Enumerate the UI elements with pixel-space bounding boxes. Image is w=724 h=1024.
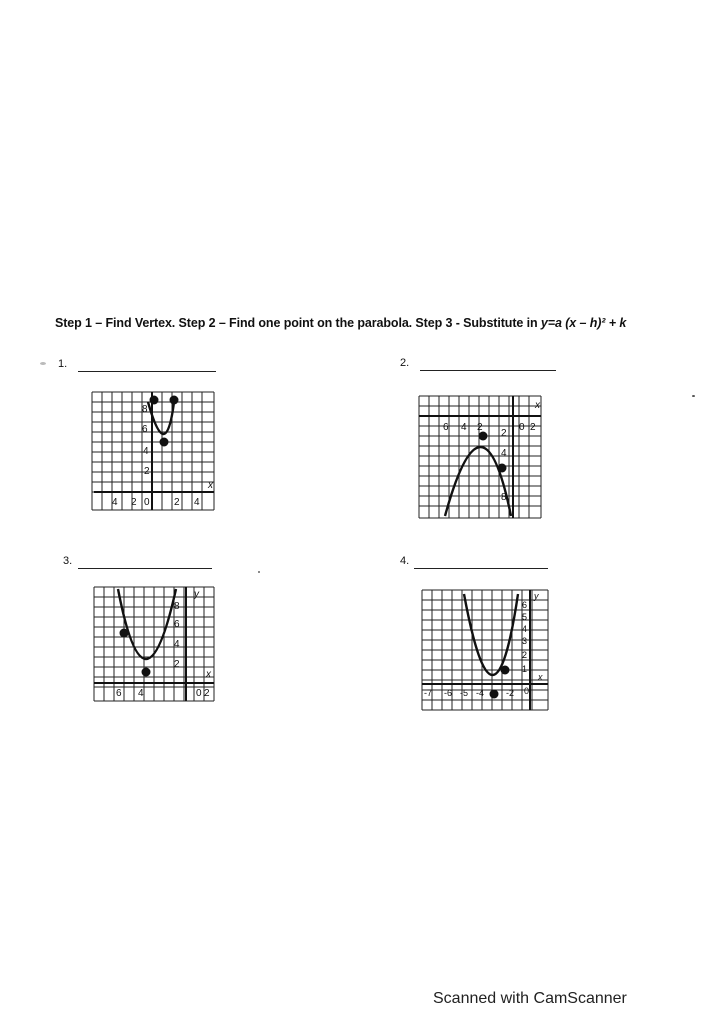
problem-2-parabola-graph — [415, 392, 547, 522]
y-axis-label: y — [194, 589, 199, 600]
tick-label: 1 — [522, 664, 528, 674]
tick-label: 2 — [174, 659, 180, 670]
tick-label: 2 — [501, 428, 507, 439]
tick-label: 4 — [501, 448, 507, 459]
tick-label: 8 — [501, 492, 507, 503]
tick-label: 6 — [142, 424, 148, 435]
tick-label: 4 — [143, 446, 149, 457]
tick-label: 8 — [142, 404, 148, 415]
problem-3-graph — [90, 583, 220, 705]
tick-label: 6 — [174, 619, 180, 630]
tick-label: 2 — [131, 497, 137, 508]
problem-1-number: 1. — [58, 358, 68, 370]
tick-label: -5 — [460, 688, 469, 698]
tick-label: 2 — [174, 497, 180, 508]
tick-label: 4 — [194, 497, 200, 508]
tick-label: 3 — [522, 636, 528, 646]
problem-3-parabola-graph — [90, 583, 220, 705]
tick-label: 2 — [477, 422, 483, 433]
tick-label: 6 — [116, 688, 122, 699]
x-axis-label: x — [208, 480, 213, 491]
y-axis-label: y — [534, 591, 539, 601]
scan-speck — [692, 395, 695, 397]
tick-label: 2 — [530, 422, 536, 433]
problem-2-graph — [415, 392, 547, 522]
camscanner-watermark: Scanned with CamScanner — [433, 990, 627, 1007]
tick-label: -4 — [476, 688, 485, 698]
tick-label: 4 — [112, 497, 118, 508]
problem-1-parabola-graph — [88, 388, 220, 514]
tick-label: 0 — [524, 686, 530, 696]
tick-label: 0 — [144, 497, 150, 508]
x-axis-label: x — [538, 672, 543, 682]
scan-speck — [40, 362, 46, 365]
vertex-form-formula: y=a (x – h)² + k — [540, 316, 627, 330]
tick-label: 2 — [522, 650, 528, 660]
tick-label: 2 — [144, 466, 150, 477]
tick-label: 6 — [522, 600, 528, 610]
tick-label: 5 — [522, 612, 528, 622]
problem-3-number: 3. — [63, 555, 73, 567]
problem-4-answer-line[interactable] — [414, 568, 548, 569]
tick-label: 0 — [196, 688, 202, 699]
tick-label: -6 — [444, 688, 453, 698]
x-axis-label: x — [206, 669, 211, 680]
tick-label: 2 — [204, 688, 210, 699]
instructions — [55, 316, 705, 330]
scan-speck — [258, 571, 260, 573]
tick-label: -7 — [424, 688, 433, 698]
tick-label: 8 — [174, 601, 180, 612]
tick-label: 4 — [138, 688, 144, 699]
problem-1-graph — [88, 388, 220, 514]
problem-1-answer-line[interactable] — [78, 371, 216, 372]
tick-label: 4 — [522, 624, 528, 634]
tick-label: 0 — [519, 422, 525, 433]
tick-label: 4 — [174, 639, 180, 650]
instructions-text: Step 1 – Find Vertex. Step 2 – Find one point on the parabola. Step 3 - Substitute in — [55, 316, 541, 330]
problem-2-answer-line[interactable] — [420, 370, 556, 371]
tick-label: 4 — [461, 422, 467, 433]
problem-2-number: 2. — [400, 357, 410, 369]
problem-4-number: 4. — [400, 555, 410, 567]
tick-label: 6 — [443, 422, 449, 433]
problem-4-parabola-graph — [418, 586, 552, 714]
x-axis-label: x — [535, 400, 540, 411]
problem-3-answer-line[interactable] — [78, 568, 212, 569]
tick-label: -2 — [506, 688, 515, 698]
problem-4-graph — [418, 586, 552, 714]
